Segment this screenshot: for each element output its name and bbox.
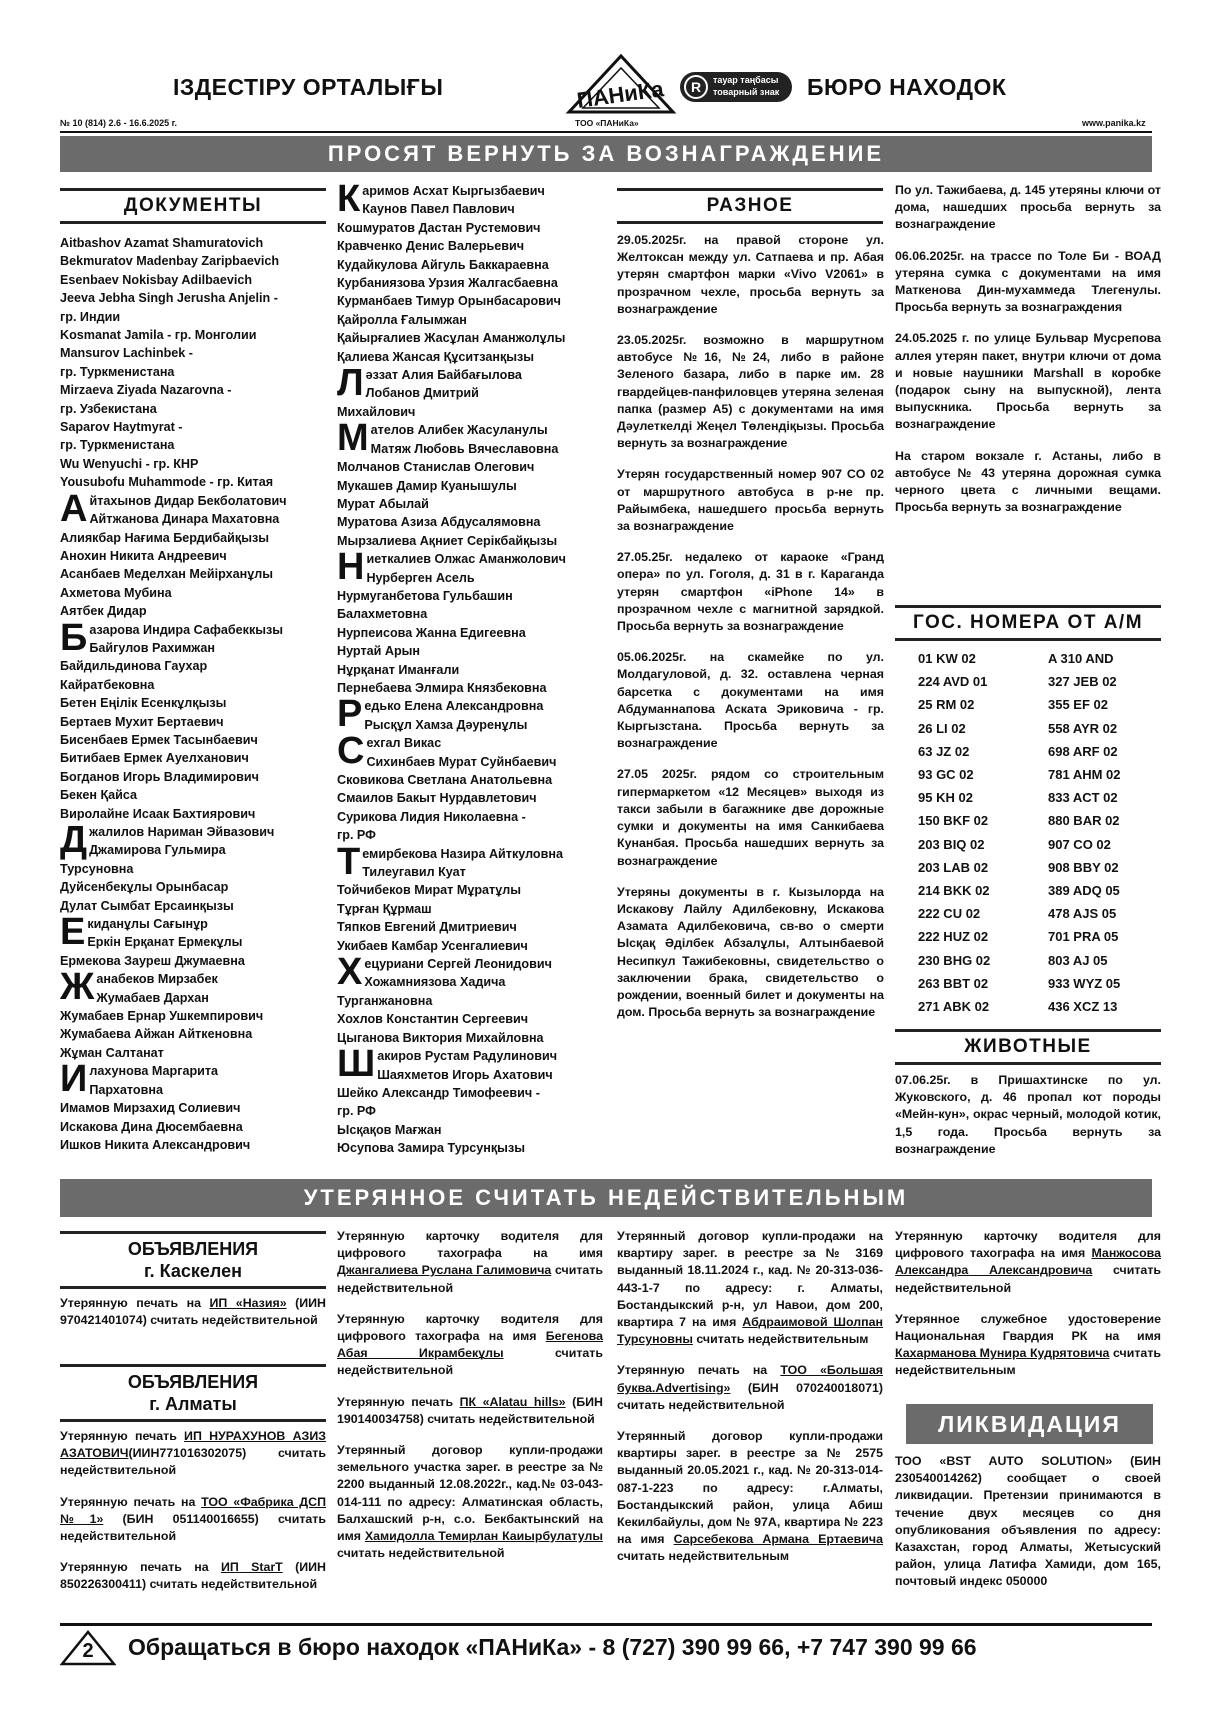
ads-column-4 xyxy=(895,1228,1161,1394)
name-line: Еркін Ерқанат Ермекұлы xyxy=(87,935,243,950)
name-line: Mansurov Lachinbek - xyxy=(60,346,193,361)
name-line: йтахынов Дидар Бекболатович xyxy=(89,493,287,508)
banner-invalid: УТЕРЯННОЕ СЧИТАТЬ НЕДЕЙСТВИТЕЛЬНЫМ xyxy=(60,1179,1152,1217)
plate-row xyxy=(918,740,1178,763)
header-rule xyxy=(60,131,1152,133)
right-column-items xyxy=(895,182,1161,530)
drop-cap-letter: А xyxy=(60,487,88,530)
plate-row xyxy=(918,647,1178,670)
plate-number: 230 BHG 02 xyxy=(918,952,991,968)
name-line: Тилеугавил Куат xyxy=(362,865,466,880)
name-line: емирбекова Назира Айткуловна xyxy=(362,846,563,861)
name-line: Имамов Мирзахид Солиевич xyxy=(60,1101,241,1116)
plate-number: 933 WYZ 05 xyxy=(1048,975,1121,991)
name-line: Дулат Сымбат Ерсаинқызы xyxy=(60,898,234,913)
name-line: Aitbashov Azamat Shamuratovich xyxy=(60,236,264,250)
plate-number: 478 AJS 05 xyxy=(1048,906,1117,922)
name-line: едько Елена Александровна xyxy=(364,699,544,714)
website: www.panika.kz xyxy=(1082,118,1146,128)
plate-number: 698 ARF 02 xyxy=(1048,743,1118,759)
plate-number: 95 KH 02 xyxy=(918,790,973,806)
name-line: Нуртай Арын xyxy=(337,644,421,659)
name-line: Алиякбар Нағима Бердибайқызы xyxy=(60,530,269,545)
name-line: Кравченко Денис Валерьевич xyxy=(337,239,525,254)
almaty-ad-2: Утерянную печать на ТОО «Фабрика ДСП №1» (БИН 051140016655) считать недействительной xyxy=(60,1494,326,1544)
name-line: Қайырғалиев Жасұлан Аманжолұлы xyxy=(337,331,566,346)
misc-item: 05.06.2025г. на скамейке по ул. Молдагуловой, д. 32. оставлена черная барсетка с документами на имя Абдуманнапова Аската Эриковича - гр. Кыргызстана. Просьба вернуть за вознаграждение xyxy=(617,650,884,751)
trademark-line1: тауар таңбасы xyxy=(713,75,779,85)
plate-number: 907 CO 02 xyxy=(1048,836,1111,852)
name-line: Бертаев Мухит Бертаевич xyxy=(60,714,224,729)
name-line: гр. Узбекистана xyxy=(60,401,157,416)
name-group xyxy=(60,819,340,861)
almaty-heading-line2: г. Алматы xyxy=(149,1394,237,1414)
name-line: жалилов Нариман Эйвазович xyxy=(89,825,275,839)
plate-number: A 310 AND xyxy=(1048,651,1114,666)
name-line: Муратова Азиза Абдусалямовна xyxy=(337,515,541,530)
name-line: Пархатовна xyxy=(89,1082,163,1097)
name-line: Молчанов Станислав Олегович xyxy=(337,460,535,475)
logo-subtitle: ТОО «ПАНиКа» xyxy=(575,118,639,128)
name-line: Бетен Еңілік Есенкұлқызы xyxy=(60,696,227,711)
plate-number: 781 AHM 02 xyxy=(1048,767,1121,783)
name-line: Тойчибеков Мират Мұратұлы xyxy=(337,883,521,898)
plate-row xyxy=(918,879,1178,902)
misc-item: Утерян государственный номер 907 CO 02 от маршрутного автобуса в р-не пр. Райымбека, нашедшего просьба вернуть за вознаграждение xyxy=(617,467,884,534)
ads-column-3 xyxy=(617,1228,883,1580)
plate-number: 203 BIQ 02 xyxy=(918,836,985,852)
right-item: На старом вокзале г. Астаны, либо в автобусе № 43 утеряна дорожная сумка черного цвета с личными вещами. Просьба вернуть за вознаграждение xyxy=(895,448,1161,515)
name-line: азарова Индира Сафабеккызы xyxy=(89,622,284,637)
header-left-title: ІЗДЕСТІРУ ОРТАЛЫҒЫ xyxy=(173,74,444,100)
ad-land-contract: Утерянный договор купли-продажи земельного участка зарег. в реестре за № 2200 выданный 12.08.2022г., кад.№ 03-043-014-111 по адресу: Алматинская область, Балхашский р-н, с.о. Бекбактынский на имя Хамидолла Темирлан Каиырбулатулы считать недействительной xyxy=(337,1443,603,1561)
plate-number: 263 BBT 02 xyxy=(918,975,989,991)
name-line: Турсуновна xyxy=(60,861,134,876)
name-line: Қайролла Ғалымжан xyxy=(337,312,467,327)
plate-number: 222 CU 02 xyxy=(918,906,981,922)
name-line: Смаилов Бакыт Нурдавлетович xyxy=(337,791,537,806)
name-line: Нұрқанат Иманғали xyxy=(337,662,460,677)
name-line: Kosmanat Jamila - гр. Монголии xyxy=(60,328,257,343)
name-group xyxy=(337,730,612,773)
almaty-ads xyxy=(60,1428,326,1608)
name-line: Жумабаев Дархан xyxy=(96,990,209,1005)
name-line: Bekmuratov Madenbay Zaripbaevich xyxy=(60,254,280,269)
ad-tachograph-2: Утерянную карточку водителя для цифрового тахографа на имя Бегенова Абая Икрамбекұлы считать недействительной xyxy=(337,1311,603,1378)
name-line: ехгал Викас xyxy=(366,736,442,751)
trademark-badge xyxy=(680,72,792,102)
name-line: Кошмуратов Дастан Рустемович xyxy=(337,220,541,235)
misc-item: 29.05.2025г. на правой стороне ул. Желтоксан между ул. Сатпаева и пр. Абая утерян смартфон марки «Vivo V2061» в прозрачном чехле, просьба вернуть за вознаграждение xyxy=(617,233,884,316)
drop-cap-letter: Р xyxy=(337,693,363,736)
drop-cap-letter: Х xyxy=(337,951,363,994)
plate-number: 389 ADQ 05 xyxy=(1048,883,1120,899)
misc-item: 27.05 2025г. рядом со строительным гипермаркетом «12 Месяцев» выходя из такси забыли в багажнике две дорожные сумки и документы на имя Санкибаева Кунанбая. Просьба нашедших вернуть за вознаграждение xyxy=(617,767,884,868)
drop-cap-letter: К xyxy=(337,178,361,220)
drop-cap-letter: М xyxy=(337,417,369,460)
ad-tachograph-1: Утерянную карточку водителя для цифрового тахографа на имя Джангалиева Руслана Галимовича считать недействительной xyxy=(337,1229,604,1295)
name-line: Дуйсенбекұлы Орынбасар xyxy=(60,880,229,895)
plates-list xyxy=(918,647,1178,1018)
liquidation-heading: ЛИКВИДАЦИЯ xyxy=(906,1404,1153,1444)
name-line: Жумабаева Айжан Айткеновна xyxy=(60,1027,253,1042)
footer-bar xyxy=(60,1630,1152,1666)
name-line: ателов Алибек Жасуланулы xyxy=(370,423,548,438)
drop-cap-letter: Ш xyxy=(337,1043,376,1086)
documents-heading: ДОКУМЕНТЫ xyxy=(60,188,326,224)
plate-number: 214 BKK 02 xyxy=(918,883,990,899)
almaty-ad-1: Утерянную печать ИП НУРАХУНОВ АЗИЗ АЗАТОВИЧ(ИИН771016302075) считать недействительной xyxy=(60,1429,326,1478)
name-line: Шейко Александр Тимофеевич - xyxy=(337,1085,540,1100)
plate-number: 436 XCZ 13 xyxy=(1048,999,1118,1015)
plate-number: 224 AVD 01 xyxy=(918,674,988,690)
plate-number: 803 AJ 05 xyxy=(1048,952,1108,968)
plate-number: 01 KW 02 xyxy=(918,651,976,666)
plate-number: 271 ABK 02 xyxy=(918,999,990,1015)
plate-row xyxy=(918,995,1178,1018)
almaty-heading xyxy=(60,1364,326,1422)
name-group xyxy=(60,966,340,1009)
footer-rule xyxy=(60,1623,1152,1626)
documents-column-1 xyxy=(60,234,340,1154)
almaty-ad-3: Утерянную печать на ИП StarT (ИИН 850226300411) считать недействительной xyxy=(60,1560,326,1592)
plate-row xyxy=(918,833,1178,856)
kaskelen-ad: Утерянную печать на ИП «Назия» (ИИН 970421401074) считать недействительной xyxy=(60,1296,326,1328)
name-line: Байдильдинова Гаухар xyxy=(60,659,208,674)
name-line: Нурмуганбетова Гульбашин xyxy=(337,588,513,603)
name-line: Mirzaeva Ziyada Nazarovna - xyxy=(60,383,232,398)
plate-row xyxy=(918,925,1178,948)
drop-cap-letter: Д xyxy=(60,819,88,861)
name-line: Асанбаев Меделхан Мейірханұлы xyxy=(60,567,273,582)
plate-number: 93 GC 02 xyxy=(918,767,974,783)
name-group xyxy=(60,1058,340,1101)
name-line: Қалиева Жансая Құситзанқызы xyxy=(337,349,535,364)
plate-number: 558 AYR 02 xyxy=(1048,720,1118,736)
name-group xyxy=(337,693,612,736)
plate-number: 701 PRA 05 xyxy=(1048,929,1119,945)
name-line: киданұлы Сағынұр xyxy=(87,917,208,932)
misc-item: 27.05.25г. недалеко от караоке «Гранд опера» по ул. Гоголя, д. 31 в г. Караганда утерян смартфон «iPhone 14» в прозрачном чехле с магнитной зарядкой. Просьба вернуть за вознаграждение xyxy=(617,550,884,634)
name-line: Мырзалиева Ақниет Серікбайқызы xyxy=(337,533,558,548)
name-line: Каунов Павел Павлович xyxy=(362,202,515,217)
name-line: гр. Туркменистана xyxy=(60,364,175,379)
name-line: Хохлов Константин Сергеевич xyxy=(337,1012,529,1027)
name-line: анабеков Мирзабек xyxy=(96,972,218,987)
name-line: гр. Индии xyxy=(60,309,121,324)
ad-seal-advertising: Утерянную печать на ТОО «Большая буква.Advertising» (БИН 070240018071) считать недействительной xyxy=(617,1363,883,1412)
name-line: Saparov Haytmyrat - xyxy=(60,420,183,435)
name-line: Балахметовна xyxy=(337,607,428,622)
documents-column-2 xyxy=(337,178,612,1158)
name-line: гр. РФ xyxy=(337,1104,376,1119)
name-line: Мурат Абылай xyxy=(337,496,429,511)
drop-cap-letter: И xyxy=(60,1058,88,1101)
plate-row xyxy=(918,856,1178,879)
name-group xyxy=(337,1043,612,1086)
page-number: 2 xyxy=(82,1640,94,1662)
name-group xyxy=(337,546,612,589)
name-line: əззат Алия Байбағылова xyxy=(365,368,522,383)
name-line: Тұрған Құрмаш xyxy=(337,901,432,916)
trademark-line2: товарный знак xyxy=(713,87,780,97)
name-line: Богданов Игорь Владимирович xyxy=(60,769,259,784)
name-line: Байгулов Рахимжан xyxy=(89,640,215,655)
name-line: Yousubofu Muhammode - гр. Китая xyxy=(60,475,274,490)
name-line: Шаяхметов Игорь Ахатович xyxy=(377,1067,553,1082)
name-line: Цыганова Виктория Михайловна xyxy=(337,1030,544,1045)
name-line: иеткалиев Олжас Аманжолович xyxy=(366,552,566,567)
plate-row xyxy=(918,670,1178,693)
name-line: аримов Асхат Кыргызбаевич xyxy=(362,184,545,198)
name-line: Хожамниязова Хадича xyxy=(364,975,506,990)
name-line: гр. Туркменистана xyxy=(60,438,175,453)
plate-number: 26 LI 02 xyxy=(918,720,966,736)
plate-number: 833 ACT 02 xyxy=(1048,790,1118,806)
name-line: Пернебаева Элмира Князбековна xyxy=(337,680,547,695)
ad-tachograph-3: Утерянную карточку водителя для цифрового тахографа на имя Манжосова Александра Александровича считать недействительной xyxy=(895,1229,1161,1295)
name-line: Укибаев Камбар Усенгалиевич xyxy=(337,938,528,953)
drop-cap-letter: Е xyxy=(60,911,86,954)
name-line: Ишков Никита Александрович xyxy=(60,1137,251,1152)
name-line: Ермекова Зауреш Джумаевна xyxy=(60,953,245,968)
footer-contact: Обращаться в бюро находок «ПАНиКа» - 8 (727) 390 99 66, +7 747 390 99 66 xyxy=(128,1634,977,1660)
name-line: Ахметова Мубина xyxy=(60,585,172,600)
name-line: Анохин Никита Андреевич xyxy=(60,548,227,563)
name-group xyxy=(337,178,612,220)
name-line: Айтжанова Динара Махатовна xyxy=(89,512,280,527)
drop-cap-letter: Т xyxy=(337,840,361,883)
plate-number: 908 BBY 02 xyxy=(1048,859,1119,875)
drop-cap-letter: Н xyxy=(337,546,365,589)
name-line: Аятбек Дидар xyxy=(60,604,147,619)
right-item: По ул. Тажибаева, д. 145 утеряны ключи от дома, нашедших просьба вернуть за вознаграждение xyxy=(895,183,1161,232)
ad-apartment-contract-2: Утерянный договор купли-продажи квартиры зарег. в реестре за № 2575 выданный 20.05.2021 г., кад. № 20-313-014-087-1-223 по адресу: г.Алматы, Бостандыкский район, улица Абиш Кекилбайулы, дом № 97А, квартира № 223 на имя Сарсебекова Армана Ертаевича считать недействительным xyxy=(617,1429,883,1564)
name-line: Jeeva Jebha Singh Jerusha Anjelin - xyxy=(60,291,278,306)
kaskelen-heading-line1: ОБЪЯВЛЕНИЯ xyxy=(127,1239,259,1259)
drop-cap-letter: С xyxy=(337,730,365,773)
plate-number: 222 HUZ 02 xyxy=(918,929,989,945)
name-line: Нурберген Асель xyxy=(366,570,475,585)
name-line: Битибаев Ермек Ауелханович xyxy=(60,751,249,766)
misc-item: Утеряны документы в г. Кызылорда на Искакову Лайлу Адилбековну, Искакова Азамата Адилбековича, св-во о смерти Ысқақ Әділбек Абзалұлы, Алтынбаевой Несипкул Тажибековны, свидетельство о заключении брака, свидетельство о рождении, военный билет и документы на дом. Просьба вернуть за вознаграждение xyxy=(617,884,884,1020)
header-right-title: БЮРО НАХОДОК xyxy=(807,74,1007,100)
name-line: Мукашев Дамир Куанышулы xyxy=(337,478,517,493)
name-line: Рысқұл Хамза Дәуренұлы xyxy=(364,717,528,732)
plates-heading: ГОС. НОМЕРА ОТ А/М xyxy=(895,605,1161,641)
misc-item: 23.05.2025г. возможно в маршрутном автобусе №16, №24, либо в районе Зеленого базара, либо в парке им. 28 гвардейцев-панфиловцев утеряна зеленая папка (размер А5) с документами на имя Дәулеткелді Жеңел Төлендіқызы. Просьба вернуть за вознаграждение xyxy=(617,333,884,451)
name-group xyxy=(60,911,340,954)
plate-row xyxy=(918,902,1178,925)
plate-row xyxy=(918,693,1178,716)
drop-cap-letter: Ж xyxy=(60,966,95,1009)
name-group xyxy=(337,417,612,460)
name-line: Искакова Дина Дюсембаевна xyxy=(60,1119,243,1134)
name-line: гр. РФ xyxy=(337,828,376,843)
name-line: Курбаниязова Урзия Жалгасбаевна xyxy=(337,276,558,291)
name-line: Тяпков Евгений Дмитриевич xyxy=(337,920,517,935)
name-line: Матяж Любовь Вячеславовна xyxy=(370,441,559,456)
name-line: лахунова Маргарита xyxy=(89,1064,219,1079)
name-line: Нурпеисова Жанна Едигеевна xyxy=(337,625,526,640)
name-line: Кайратбековна xyxy=(60,677,155,692)
name-line: Курманбаев Тимур Орынбасарович xyxy=(337,294,561,309)
plate-number: 150 BKF 02 xyxy=(918,813,989,829)
plate-row xyxy=(918,949,1178,972)
right-item: 06.06.2025г. на трассе по Толе Би - ВОАД утеряна сумка с документами на имя Маткенова Дин-мухаммеда Тлегенулы. Просьба вернуть за вознаграждения xyxy=(895,248,1161,315)
misc-heading: РАЗНОЕ xyxy=(617,188,883,224)
name-group xyxy=(60,487,340,530)
plate-number: 327 JEB 02 xyxy=(1048,674,1117,690)
name-group xyxy=(337,840,612,883)
issue-number: № 10 (814) 2.6 - 16.6.2025 г. xyxy=(60,118,177,128)
name-line: акиров Рустам Радулинович xyxy=(377,1049,558,1064)
name-line: Кудайкулова Айгуль Баккараевна xyxy=(337,257,549,272)
name-line: Лобанов Дмитрий xyxy=(365,386,479,401)
name-line: Юсупова Замира Турсунқызы xyxy=(337,1141,525,1156)
name-line: Джамирова Гульмира xyxy=(89,843,226,858)
plate-row xyxy=(918,763,1178,786)
name-line: Бекен Қайса xyxy=(60,788,138,803)
name-line: Жұман Салтанат xyxy=(60,1045,164,1060)
ad-apartment-contract-1: Утерянный договор купли-продажи на квартиру зарег. в реестре за № 3169 выданный 18.11.2024 г., кад. № 20-313-036-443-1-7 по адресу: г. Алматы, Бостандыкский р-н, ул Навои, дом 200, квартира 7 на имя Абдраимовой Шолпан Турсуновны считать недействительным xyxy=(617,1229,883,1347)
name-line: Wu Wenyuchi - гр. КНР xyxy=(60,456,199,471)
name-group xyxy=(337,362,612,405)
animals-text: 07.06.25г. в Пришахтинске по ул. Жуковского, д. 46 пропал кот породы «Мейн-кун», окрас черный, молодой котик, 1,5 года. Просьба вернуть за вознаграждение xyxy=(895,1073,1161,1156)
logo-icon xyxy=(561,50,681,124)
name-group xyxy=(60,616,340,659)
name-line: Esenbaev Nokisbay Adilbaevich xyxy=(60,272,253,287)
ad-seal-alatau: Утерянную печать ПК «Alatau hills» (БИН 190140034758) считать недействительной xyxy=(337,1394,603,1426)
right-item: 24.05.2025 г. по улице Бульвар Мусрепова аллея утерян пакет, внутри ключи от дома и новые наушники Marshall в коробке (подарок сыну на выпускной), лента выпускника. Просьба вернуть за вознаграждение xyxy=(895,331,1161,432)
ad-service-id: Утерянное служебное удостоверение Национальная Гвардия РК на имя Кахарманова Мунира Кудрятовича считать недействительным xyxy=(895,1311,1162,1378)
plate-row xyxy=(918,809,1178,832)
plate-row xyxy=(918,786,1178,809)
liquidation-text: ТОО «BST AUTO SOLUTION» (БИН 230540014262) сообщает о своей ликвидации. Претензии принимаются в течение двух месяцев со дня опубликования объявления по адресу: Казахстан, город Алматы, Жетысуский район, улица Латифа Хамиди, дом 165, почтовый индекс 050000 xyxy=(895,1454,1161,1589)
plate-number: 203 LAB 02 xyxy=(918,859,989,875)
drop-cap-letter: Б xyxy=(60,616,88,659)
plate-row xyxy=(918,972,1178,995)
plate-number: 25 RM 02 xyxy=(918,697,975,713)
drop-cap-letter: Л xyxy=(337,362,364,405)
registered-icon: R xyxy=(684,75,708,99)
almaty-heading-line1: ОБЪЯВЛЕНИЯ xyxy=(127,1372,259,1392)
plate-number: 355 EF 02 xyxy=(1048,697,1108,713)
name-line: Михайлович xyxy=(337,404,416,419)
kaskelen-heading xyxy=(60,1231,326,1289)
plate-row xyxy=(918,717,1178,740)
name-line: Турганжановна xyxy=(337,993,433,1008)
name-line: Ысқақов Мағжан xyxy=(337,1122,442,1137)
misc-column xyxy=(617,232,884,1035)
plate-number: 63 JZ 02 xyxy=(918,743,970,759)
logo xyxy=(561,50,681,124)
name-line: Виролайне Исаак Бахтиярович xyxy=(60,806,256,821)
banner-reward: ПРОСЯТ ВЕРНУТЬ ЗА ВОЗНАГРАЖДЕНИЕ xyxy=(60,136,1152,172)
name-line: Сихинбаев Мурат Суйнбаевич xyxy=(366,754,557,769)
name-group xyxy=(337,951,612,994)
plate-number: 880 BAR 02 xyxy=(1048,813,1120,829)
svg-text:ПАНиКа: ПАНиКа xyxy=(575,76,666,113)
name-line: Бисенбаев Ермек Тасынбаевич xyxy=(60,732,258,747)
name-line: Жумабаев Ернар Ушкемпирович xyxy=(60,1009,264,1024)
name-line: Сковикова Светлана Анатольевна xyxy=(337,773,553,787)
name-line: ецуриани Сергей Леонидович xyxy=(364,957,552,972)
animals-heading: ЖИВОТНЫЕ xyxy=(895,1029,1161,1065)
name-line: Сурикова Лидия Николаевна - xyxy=(337,809,526,824)
ads-column-2 xyxy=(337,1228,603,1576)
kaskelen-heading-line2: г. Каскелен xyxy=(143,1261,243,1281)
